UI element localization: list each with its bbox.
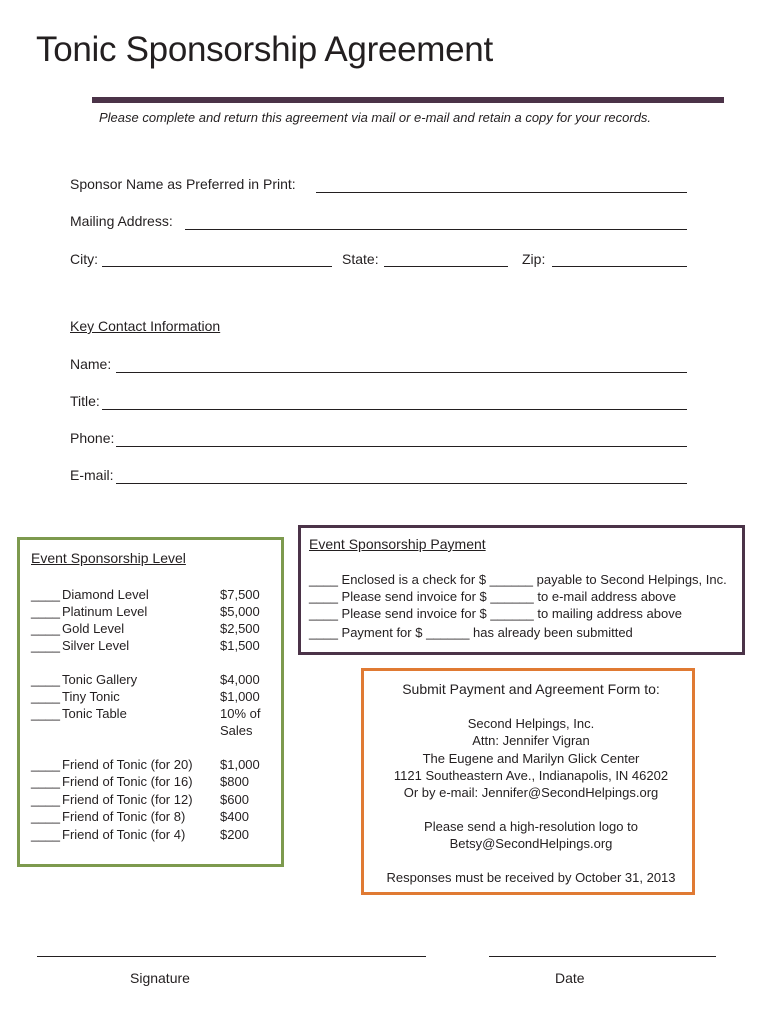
- level-name: Platinum Level: [62, 604, 148, 619]
- signature-field[interactable]: [37, 956, 426, 957]
- logo-instruction-line: Please send a high-resolution logo to: [424, 819, 638, 834]
- zip-label: Zip:: [522, 251, 546, 267]
- level-price: $7,500: [220, 587, 260, 602]
- level-price-cont: Sales: [220, 723, 253, 738]
- sponsor-name-field[interactable]: [316, 192, 687, 193]
- level-name: Friend of Tonic (for 12): [62, 792, 193, 807]
- email-contact-line: Or by e-mail: Jennifer@SecondHelpings.org: [403, 785, 659, 800]
- level-price: $1,500: [220, 638, 260, 653]
- level-price: $800: [220, 774, 249, 789]
- sponsorship-level-heading: Event Sponsorship Level: [31, 550, 186, 566]
- payment-box: [298, 525, 745, 655]
- contact-phone-field[interactable]: [116, 446, 687, 447]
- contact-title-field[interactable]: [102, 409, 687, 410]
- checkbox-blank: ____: [31, 827, 60, 842]
- address-line: Second Helpings, Inc.: [467, 716, 595, 731]
- level-name: Friend of Tonic (for 8): [62, 809, 186, 824]
- address-line: 1121 Southeastern Ave., Indianapolis, IN 46202: [393, 768, 669, 783]
- level-name: Tiny Tonic: [62, 689, 120, 704]
- payment-option-check[interactable]: ____ Enclosed is a check for $ ______ payable to Second Helpings, Inc.: [309, 572, 727, 587]
- checkbox-blank: ____: [31, 587, 60, 602]
- address-line: Attn: Jennifer Vigran: [472, 733, 590, 748]
- level-price: $400: [220, 809, 249, 824]
- level-option-tonic-gallery[interactable]: [31, 672, 260, 687]
- submit-info-box: [361, 668, 695, 895]
- level-option-friend-16[interactable]: [31, 774, 249, 789]
- level-name: Friend of Tonic (for 16): [62, 774, 193, 789]
- contact-name-field[interactable]: [116, 372, 687, 373]
- sponsor-name-label: Sponsor Name as Preferred in Print:: [70, 176, 296, 192]
- checkbox-blank: ____: [31, 774, 60, 789]
- level-price: $2,500: [220, 621, 260, 636]
- level-name: Diamond Level: [62, 587, 149, 602]
- instructions-text: Please complete and return this agreement via mail or e-mail and retain a copy for your records.: [99, 110, 652, 125]
- checkbox-blank: ____: [31, 672, 60, 687]
- date-label: Date: [555, 970, 585, 986]
- level-name: Friend of Tonic (for 20): [62, 757, 193, 772]
- checkbox-blank: ____: [31, 792, 60, 807]
- contact-email-field[interactable]: [116, 483, 687, 484]
- contact-name-label: Name:: [70, 356, 112, 372]
- signature-label: Signature: [130, 970, 190, 986]
- sponsorship-level-box: [17, 537, 284, 867]
- payment-option-invoice-mail[interactable]: ____ Please send invoice for $ ______ to mailing address above: [309, 606, 682, 621]
- level-option-tonic-table[interactable]: [31, 706, 261, 738]
- city-label: City:: [70, 251, 98, 267]
- page-title: Tonic Sponsorship Agreement: [36, 30, 493, 69]
- logo-email-line: Betsy@SecondHelpings.org: [449, 836, 613, 851]
- checkbox-blank: ____: [31, 604, 60, 619]
- state-field[interactable]: [384, 266, 508, 267]
- level-option-tiny-tonic[interactable]: [31, 689, 260, 704]
- level-name: Tonic Gallery: [62, 672, 138, 687]
- level-price: 10% of: [220, 706, 261, 721]
- checkbox-blank: ____: [31, 809, 60, 824]
- level-option-friend-8[interactable]: [31, 809, 249, 824]
- payment-heading: Event Sponsorship Payment: [309, 536, 486, 552]
- mailing-address-label: Mailing Address:: [70, 213, 173, 229]
- contact-email-label: E-mail:: [70, 467, 114, 483]
- contact-title-label: Title:: [70, 393, 100, 409]
- zip-field[interactable]: [552, 266, 687, 267]
- checkbox-blank: ____: [31, 706, 60, 721]
- level-price: $1,000: [220, 689, 260, 704]
- level-option-friend-4[interactable]: [31, 827, 249, 842]
- level-option-silver[interactable]: [31, 638, 260, 653]
- payment-option-submitted[interactable]: ____ Payment for $ ______ has already been submitted: [309, 625, 633, 640]
- level-name: Gold Level: [62, 621, 125, 636]
- key-contact-heading: Key Contact Information: [70, 318, 221, 334]
- level-option-friend-12[interactable]: [31, 792, 249, 807]
- checkbox-blank: ____: [31, 638, 60, 653]
- level-name: Friend of Tonic (for 4): [62, 827, 186, 842]
- contact-phone-label: Phone:: [70, 430, 115, 446]
- level-price: $1,000: [220, 757, 260, 772]
- address-line: The Eugene and Marilyn Glick Center: [422, 751, 640, 766]
- date-field[interactable]: [489, 956, 716, 957]
- level-price: $600: [220, 792, 249, 807]
- level-option-gold[interactable]: [31, 621, 260, 636]
- checkbox-blank: ____: [31, 689, 60, 704]
- state-label: State:: [342, 251, 379, 267]
- payment-option-invoice-email[interactable]: ____ Please send invoice for $ ______ to e-mail address above: [309, 589, 677, 604]
- level-price: $4,000: [220, 672, 260, 687]
- city-field[interactable]: [102, 266, 332, 267]
- level-price: $5,000: [220, 604, 260, 619]
- level-name: Tonic Table: [62, 706, 127, 721]
- level-option-diamond[interactable]: [31, 587, 260, 602]
- level-price: $200: [220, 827, 249, 842]
- level-name: Silver Level: [62, 638, 130, 653]
- checkbox-blank: ____: [31, 621, 60, 636]
- level-option-platinum[interactable]: [31, 604, 260, 619]
- submit-heading: Submit Payment and Agreement Form to:: [402, 681, 660, 697]
- checkbox-blank: ____: [31, 757, 60, 772]
- title-divider: [92, 97, 724, 103]
- deadline-text: Responses must be received by October 31, 2013: [386, 870, 676, 885]
- level-option-friend-20[interactable]: [31, 757, 260, 772]
- mailing-address-field[interactable]: [185, 229, 687, 230]
